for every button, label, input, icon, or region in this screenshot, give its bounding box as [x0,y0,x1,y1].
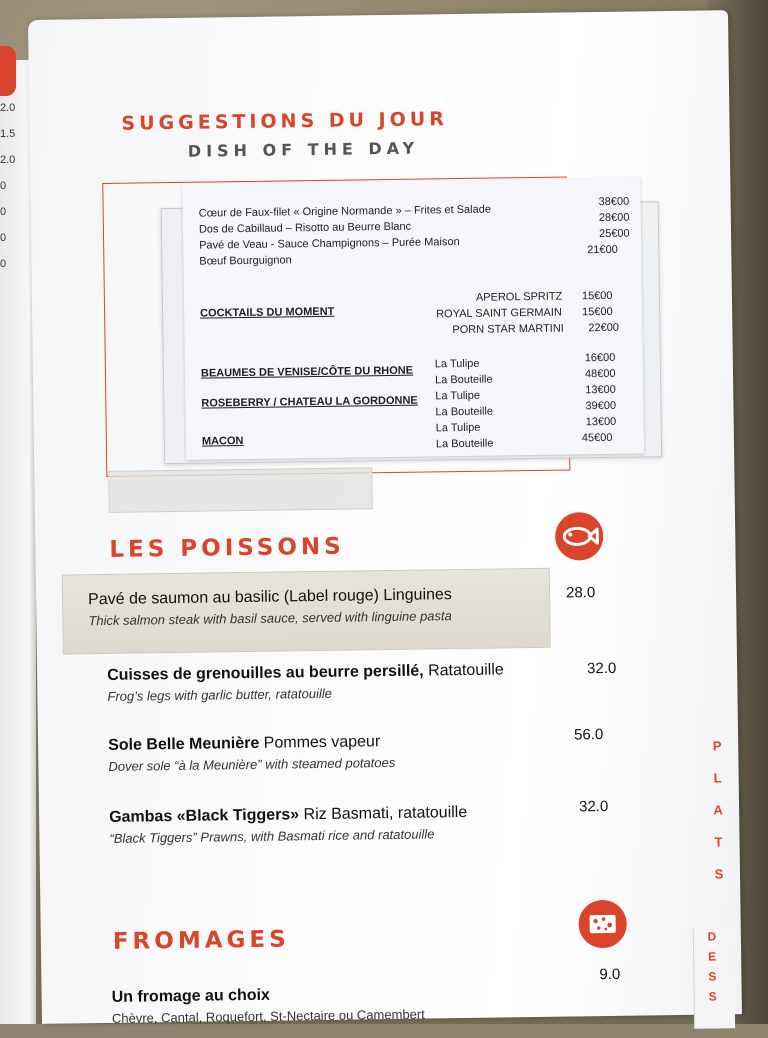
poissons-title: LES POISSONS [109,534,345,563]
dish-description: Dover sole “à la Meunière” with steamed potatoes [108,755,395,774]
tab-letter: S [710,858,728,890]
left-page-number: 2.0 [0,147,14,173]
left-page-number: 1.5 [0,121,14,147]
dish-name [112,985,425,1007]
dish-item [109,804,468,846]
wine-tulipe-label: La Tulipe [436,422,481,435]
wine-tulipe-price: 16€00 [585,352,616,364]
menu-page [28,10,742,1024]
wine-tulipe-price: 13€00 [586,416,617,428]
dish-price: 9.0 [599,966,620,983]
wine-bouteille-price: 39€00 [585,400,616,412]
left-page-numbers [0,95,14,277]
cocktails-title: COCKTAILS DU MOMENT [200,306,334,320]
plats-tab[interactable] [708,730,728,890]
cocktail-price: 15€00 [582,290,613,302]
dish-description: Thick salmon steak with basil sauce, served with linguine pasta [88,608,452,628]
dish-name-main: Un fromage au choix [112,987,270,1006]
tab-letter: L [708,762,726,794]
wine-tulipe-label: La Tulipe [435,390,480,403]
dish-item [112,985,425,1026]
dish-price: 56.0 [574,726,603,743]
wine-bouteille-label: La Bouteille [435,374,493,387]
wine-bouteille-price: 48€00 [585,368,616,380]
dish-name-main: Gambas «Black Tiggers» [109,806,299,826]
tape-strip [108,467,373,513]
special-dish-price: 38€00 [599,196,630,208]
cocktail-price: 22€00 [588,322,619,334]
dish-price: 32.0 [587,660,616,677]
left-page-number: 2.0 [0,95,14,121]
dish-name-main: Sole Belle Meunière [108,735,259,754]
tab-letter: A [709,794,727,826]
tab-letter: S [704,986,722,1006]
left-page-number: 0 [0,225,14,251]
dish-name [109,804,467,827]
dish-description: Frog’s legs with garlic butter, ratatouille [107,683,504,704]
tab-letter: E [703,946,721,966]
wine-title: BEAUMES DE VENISE/CÔTE DU RHONE [201,365,413,380]
special-dish-name: Bœuf Bourguignon [199,254,292,267]
cocktail-name: PORN STAR MARTINI [452,323,564,337]
dish-item [108,733,395,774]
left-page-number: 0 [0,251,14,277]
dish-item [107,661,504,704]
dish-item [88,586,452,628]
dish-name-main: Pavé de saumon au basilic [88,589,279,609]
special-dish-name: Dos de Cabillaud – Risotto au Beurre Blanc [199,221,411,236]
tab-letter: P [708,730,726,762]
dish-name-extra: Riz Basmati, ratatouille [299,804,467,823]
wine-title: ROSEBERRY / CHATEAU LA GORDONNE [201,395,418,410]
fromages-title: FROMAGES [113,926,290,954]
fish-icon [555,512,604,561]
special-dish-price: 25€00 [599,228,630,240]
tab-letter: D [703,926,721,946]
left-page-number: 0 [0,173,14,199]
dish-name [88,586,452,609]
wine-title: MACON [202,435,244,448]
special-dish-name: Pavé de Veau - Sauce Champignons – Purée Maison [199,236,460,252]
cheese-icon [578,900,627,949]
wine-bouteille-label: La Bouteille [435,406,493,419]
dish-name-extra: (Label rouge) Linguines [279,586,452,605]
dish-name [108,733,395,755]
left-page-number: 0 [0,199,14,225]
specials-insert-card [182,177,644,459]
dish-name-main: Cuisses de grenouilles au beurre persillé, [107,663,424,684]
dish-description: “Black Tiggers” Prawns, with Basmati rice and ratatouille [109,826,467,846]
dish-price: 32.0 [579,798,608,815]
wine-tulipe-label: La Tulipe [435,358,480,371]
special-dish-price: 21€00 [587,244,618,256]
suggestions-title: SUGGESTIONS DU JOUR [121,108,448,135]
special-dish-name: Cœur de Faux-filet « Origine Normande » – Frites et Salade [199,204,491,220]
dish-of-the-day-title: DISH OF THE DAY [188,139,420,161]
dish-name-extra: Pommes vapeur [259,733,380,752]
left-page-red-badge [0,46,16,96]
wine-tulipe-price: 13€00 [585,384,616,396]
tab-letter: S [703,966,721,986]
wine-bouteille-label: La Bouteille [436,438,494,451]
cocktail-name: ROYAL SAINT GERMAIN [436,307,562,321]
dish-description: Chèvre, Cantal, Roquefort, St-Nectaire ou Camembert [112,1007,425,1026]
cocktail-price: 15€00 [582,306,613,318]
tab-letter: T [709,826,727,858]
dish-name [107,661,504,685]
wine-bouteille-price: 45€00 [582,432,613,444]
dish-price: 28.0 [566,584,595,601]
desserts-tab[interactable] [703,926,722,1006]
dish-name-extra: Ratatouille [424,661,504,679]
cocktail-name: APEROL SPRITZ [476,291,563,304]
special-dish-price: 28€00 [599,212,630,224]
